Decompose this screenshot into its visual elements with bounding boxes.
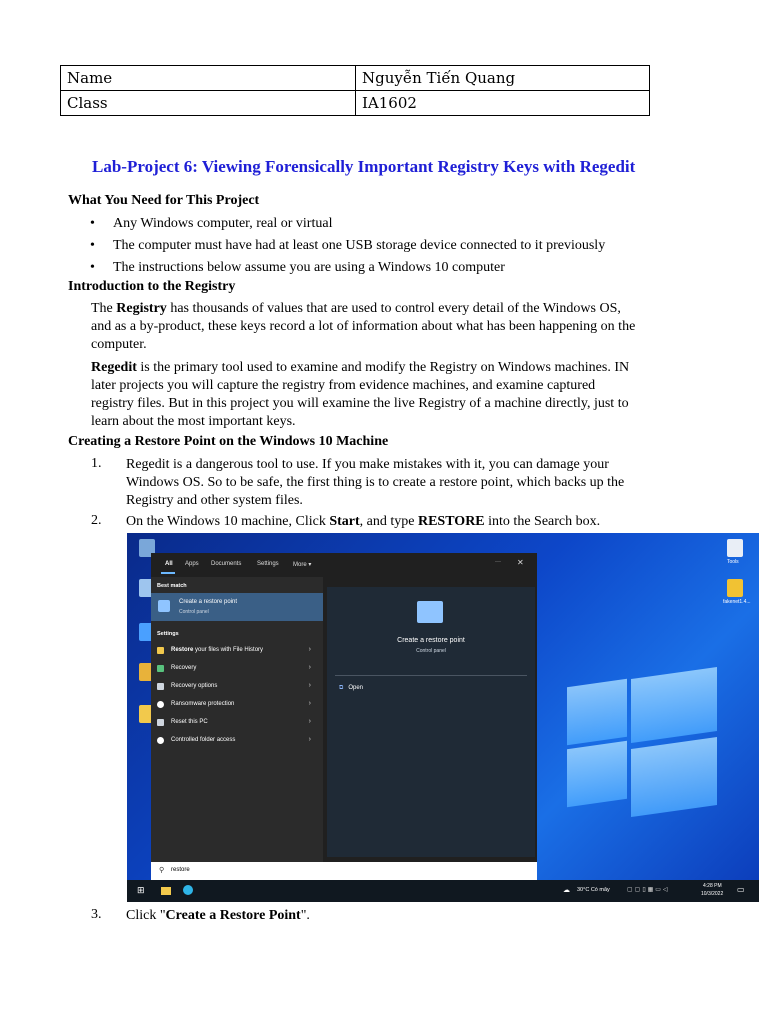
restore-point-icon: [158, 600, 170, 612]
best-match-title: Create a restore point: [179, 599, 238, 605]
desktop-icon-label: Tools: [727, 559, 739, 565]
reset-pc-icon: [157, 719, 164, 726]
recovery-icon: [157, 665, 164, 672]
edge-icon[interactable]: [183, 885, 193, 895]
active-tab-indicator: [161, 572, 175, 574]
notification-icon[interactable]: ▭: [737, 885, 745, 894]
settings-item-reset-pc[interactable]: Reset this PC ›: [151, 715, 323, 731]
preview-title: Create a restore point: [397, 637, 465, 644]
paragraph-regedit: Regedit is the primary tool used to examine and modify the Registry on Windows machines. IN later projects you will capture the registry from evidence machines, and examine captured registry files. But in this project you will examine the live Registry of a machine directly, just to learn about the most important keys.: [91, 360, 630, 429]
search-icon: ⚲: [159, 867, 165, 874]
list-item: • The computer must have had at least one USB storage device connected to it previously: [90, 238, 606, 253]
paragraph-registry: The Registry has thousands of values that are used to control every detail of the Windows OS, and as a by-product, these keys record a lot of information about what has been happening on the computer.: [91, 301, 636, 352]
tab-apps[interactable]: Apps: [185, 561, 199, 567]
best-match-subtitle: Control panel: [179, 609, 209, 615]
bullet-text: Any Windows computer, real or virtual: [113, 216, 333, 231]
windows-logo-pane: [567, 741, 627, 807]
bullet-text: The instructions below assume you are using a Windows 10 computer: [113, 260, 505, 275]
desktop-icon-label: fakenet1.4...: [723, 599, 751, 605]
start-search-panel: [151, 553, 537, 883]
chevron-right-icon: ›: [308, 718, 311, 725]
settings-item-controlled-folder[interactable]: Controlled folder access ›: [151, 733, 323, 749]
section-heading-intro: Introduction to the Registry: [68, 279, 236, 294]
list-item: • Any Windows computer, real or virtual: [90, 216, 333, 231]
class-value: IA1602: [356, 91, 650, 116]
table-row: [61, 91, 650, 116]
settings-item-ransomware[interactable]: Ransomware protection ›: [151, 697, 323, 713]
preview-subtitle: Control panel: [416, 648, 446, 654]
tab-more[interactable]: More ▾: [293, 562, 312, 568]
search-input[interactable]: restore: [171, 867, 190, 873]
shield-icon: [157, 737, 164, 744]
windows-start-icon[interactable]: ⊞: [137, 885, 145, 895]
tools-folder-icon[interactable]: [727, 539, 743, 557]
name-value: Nguyễn Tiến Quang: [356, 66, 650, 91]
chevron-right-icon: ›: [308, 736, 311, 743]
step-3-text: Click "Create a Restore Point".: [126, 908, 310, 923]
clock-time[interactable]: 4:28 PM: [703, 883, 722, 889]
file-explorer-icon[interactable]: [161, 887, 171, 895]
file-history-icon: [157, 647, 164, 654]
windows-logo-pane: [631, 737, 717, 817]
clock-date[interactable]: 10/3/2022: [701, 891, 724, 897]
restore-point-large-icon: [417, 601, 443, 623]
close-icon[interactable]: ✕: [517, 558, 524, 567]
best-match-item[interactable]: [151, 593, 323, 621]
chevron-right-icon: ›: [308, 664, 311, 671]
weather-status[interactable]: 30°C Có mây: [577, 887, 610, 893]
list-item: • The instructions below assume you are using a Windows 10 computer: [90, 260, 505, 275]
search-tabs: [151, 553, 537, 577]
document-title: Lab-Project 6: Viewing Forensically Important Registry Keys with Regedit: [92, 157, 636, 176]
results-list: [151, 577, 323, 883]
step-2-text: On the Windows 10 machine, Click Start, and type RESTORE into the Search box.: [126, 514, 601, 529]
cloud-icon: ☁: [563, 887, 570, 894]
step-number: 1.: [91, 456, 102, 471]
chevron-right-icon: ›: [308, 682, 311, 689]
section-heading-restore-point: Creating a Restore Point on the Windows 10 Machine: [68, 434, 389, 449]
fakenet-folder-icon[interactable]: [727, 579, 743, 597]
preview-pane: [327, 587, 535, 857]
shield-icon: [157, 701, 164, 708]
settings-item-recovery[interactable]: Recovery ›: [151, 661, 323, 677]
settings-item-file-history[interactable]: Restore your files with File History ›: [151, 643, 323, 659]
chevron-right-icon: ›: [308, 646, 311, 653]
recovery-options-icon: [157, 683, 164, 690]
step-number: 2.: [91, 513, 102, 528]
step-1-text: Regedit is a dangerous tool to use. If you make mistakes with it, you can damage your Windows OS. So to be safe, the first thing is to create a restore point, which backs up the Registry and other system files.: [126, 457, 625, 508]
windows-logo-pane: [631, 667, 717, 743]
divider: [335, 675, 527, 676]
settings-heading: Settings: [157, 631, 179, 637]
more-options-icon[interactable]: ···: [495, 559, 501, 565]
section-heading-requirements: What You Need for This Project: [68, 193, 260, 208]
system-tray-icons[interactable]: ▢▢▯▦▭◁: [627, 887, 670, 893]
search-box[interactable]: [151, 862, 537, 880]
step-number: 3.: [91, 907, 102, 922]
name-label: Name: [61, 66, 356, 91]
class-label: Class: [61, 91, 356, 116]
windows-logo-pane: [567, 679, 627, 745]
open-action[interactable]: ⧉ Open: [339, 685, 363, 691]
best-match-heading: Best match: [157, 583, 187, 589]
settings-item-recovery-options[interactable]: Recovery options ›: [151, 679, 323, 695]
chevron-right-icon: ›: [308, 700, 311, 707]
table-row: [61, 66, 650, 91]
tab-all[interactable]: All: [165, 561, 173, 567]
student-info-table: [60, 65, 650, 116]
open-icon: ⧉: [339, 685, 344, 691]
bullet-text: The computer must have had at least one USB storage device connected to it previously: [113, 238, 606, 253]
windows-start-menu-screenshot: [127, 533, 759, 902]
tab-documents[interactable]: Documents: [211, 561, 242, 567]
taskbar: [127, 880, 759, 902]
tab-settings[interactable]: Settings: [257, 561, 279, 567]
